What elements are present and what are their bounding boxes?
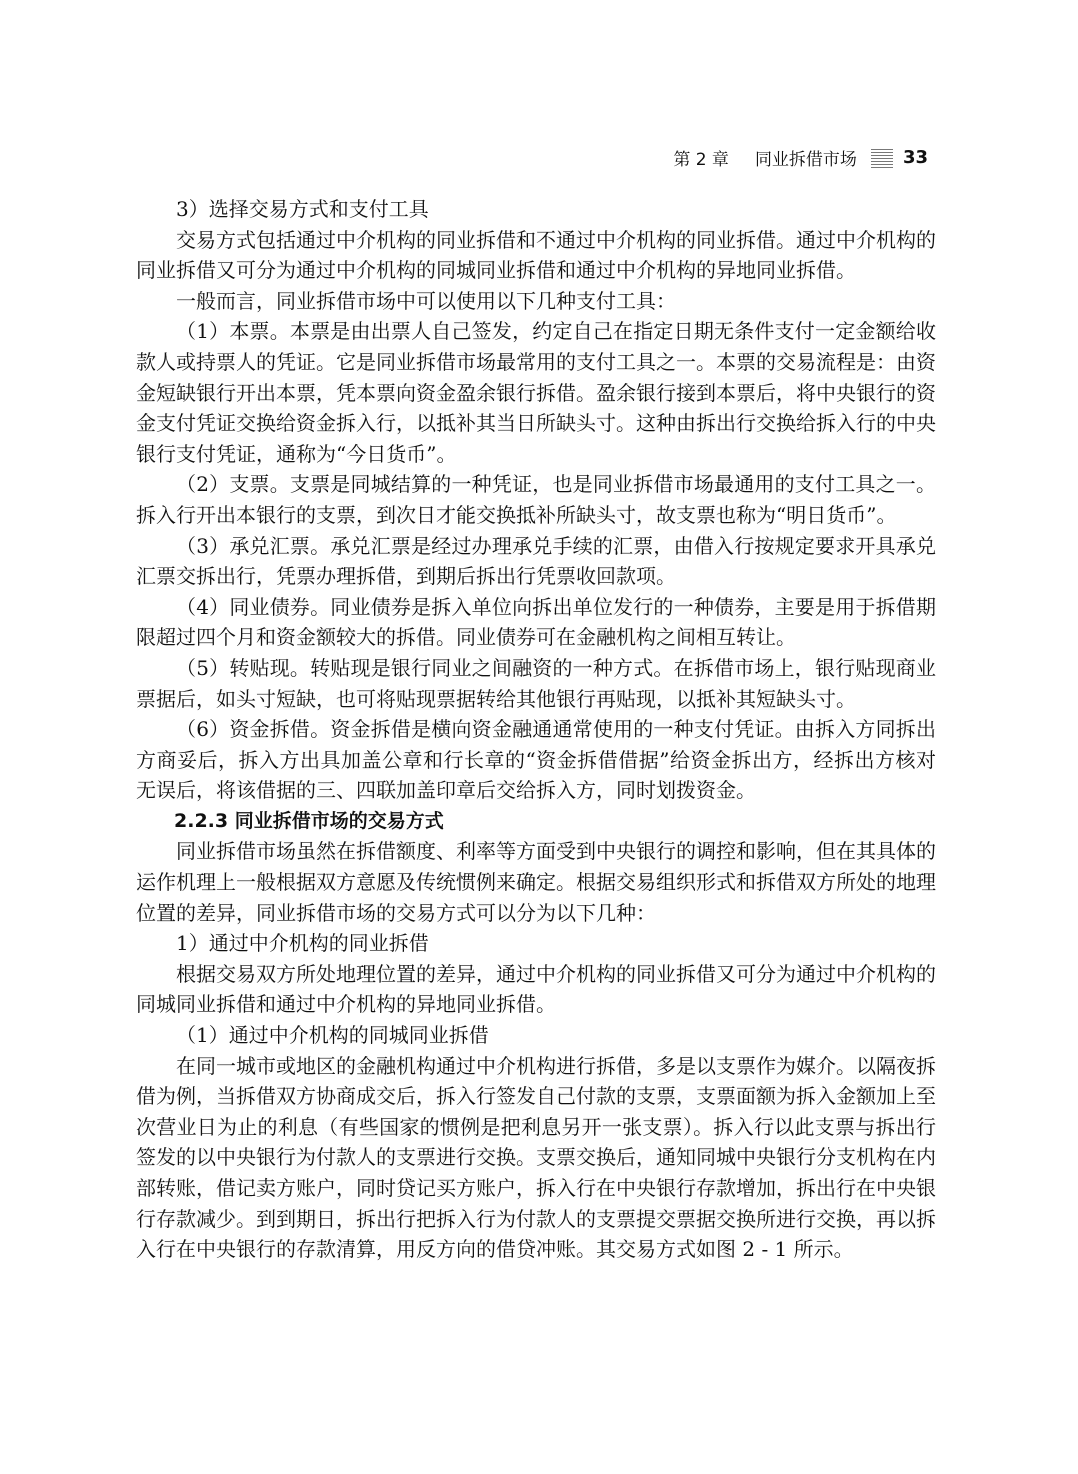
page-number: 33 (902, 147, 928, 168)
paragraph: 在同一城市或地区的金融机构通过中介机构进行拆借，多是以支票作为媒介。以隔夜拆借为例，当拆借双方协商成交后，拆入行签发自己付款的支票，支票面额为拆入金额加上至次营业日为止的利息（有些国家的惯例是把利息另开一张支票）。拆入行以此支票与拆出行签发的以中央银行为付款人的支票进行交换。支票交换后，通知同城中央银行分支机构在内部转账，借记卖方账户，同时贷记买方账户，拆入行在中央银行存款增加，拆出行在中央银行存款减少。到到期日，拆出行把拆入行为付款人的支票提交票据交换所进行交换，再以拆入行在中央银行的存款清算，用反方向的借贷冲账。其交易方式如图 2 - 1 所示。 (136, 1053, 936, 1262)
chapter-title: 同业拆借市场 (754, 150, 857, 170)
paragraph: （3）承兑汇票。承兑汇票是经过办理承兑手续的汇票，由借入行按规定要求开具承兑汇票交拆出行，凭票办理拆借，到期后拆出行凭票收回款项。 (136, 533, 936, 589)
running-header (673, 145, 928, 170)
subheading-3: 3）选择交易方式和支付工具 (176, 197, 429, 221)
subheading-1: 1）通过中介机构的同业拆借 (176, 931, 429, 956)
paragraph: （5）转贴现。转贴现是银行同业之间融资的一种方式。在拆借市场上，银行贴现商业票据后，如头寸短缺，也可将贴现票据转给其他银行再贴现，以抵补其短缺头寸。 (136, 655, 936, 711)
paragraph: 同业拆借市场虽然在拆借额度、利率等方面受到中央银行的调控和影响，但在其具体的运作机理上一般根据双方意愿及传统惯例来确定。根据交易组织形式和拆借双方所处的地理位置的差异，同业拆借市场的交易方式可以分为以下几种： (136, 839, 936, 925)
paragraph: 一般而言，同业拆借市场中可以使用以下几种支付工具： (176, 288, 676, 313)
paragraph: 根据交易双方所处地理位置的差异，通过中介机构的同业拆借又可分为通过中介机构的同城同业拆借和通过中介机构的异地同业拆借。 (136, 961, 936, 1017)
paragraph: （2）支票。支票是同城结算的一种凭证，也是同业拆借市场最通用的支付工具之一。拆入行开出本银行的支票，到次日才能交换抵补所缺头寸，故支票也称为“明日货币”。 (136, 472, 936, 527)
paragraph: 交易方式包括通过中介机构的同业拆借和不通过中介机构的同业拆借。通过中介机构的同业拆借又可分为通过中介机构的同城同业拆借和通过中介机构的异地同业拆借。 (136, 227, 936, 283)
chapter-number: 第 2 章 (673, 150, 729, 170)
header-bar-icon (871, 148, 893, 168)
paragraph: （6）资金拆借。资金拆借是横向资金融通通常使用的一种支付凭证。由拆入方同拆出方商妥后，拆入方出具加盖公章和行长章的“资金拆借借据”给资金拆出方，经拆出方核对无误后，将该借据的三、四联加盖印章后交给拆入方，同时划拨资金。 (136, 717, 936, 803)
paragraph: （4）同业债券。同业债券是拆入单位向拆出单位发行的一种债券，主要是用于拆借期限超过四个月和资金额较大的拆借。同业债券可在金融机构之间相互转让。 (136, 594, 936, 650)
section-heading: 2.2.3 同业拆借市场的交易方式 (174, 809, 444, 832)
subheading-1-1: （1）通过中介机构的同城同业拆借 (176, 1023, 489, 1048)
paragraph: （1）本票。本票是由出票人自己签发，约定自己在指定日期无条件支付一定金额给收款人或持票人的凭证。它是同业拆借市场最常用的支付工具之一。本票的交易流程是：由资金短缺银行开出本票，凭本票向资金盈余银行拆借。盈余银行接到本票后，将中央银行的资金支付凭证交换给资金拆入行，以抵补其当日所缺头寸。这种由拆出行交换给拆入行的中央银行支付凭证，通称为“今日货币”。 (136, 319, 936, 466)
page-body (136, 194, 936, 1265)
